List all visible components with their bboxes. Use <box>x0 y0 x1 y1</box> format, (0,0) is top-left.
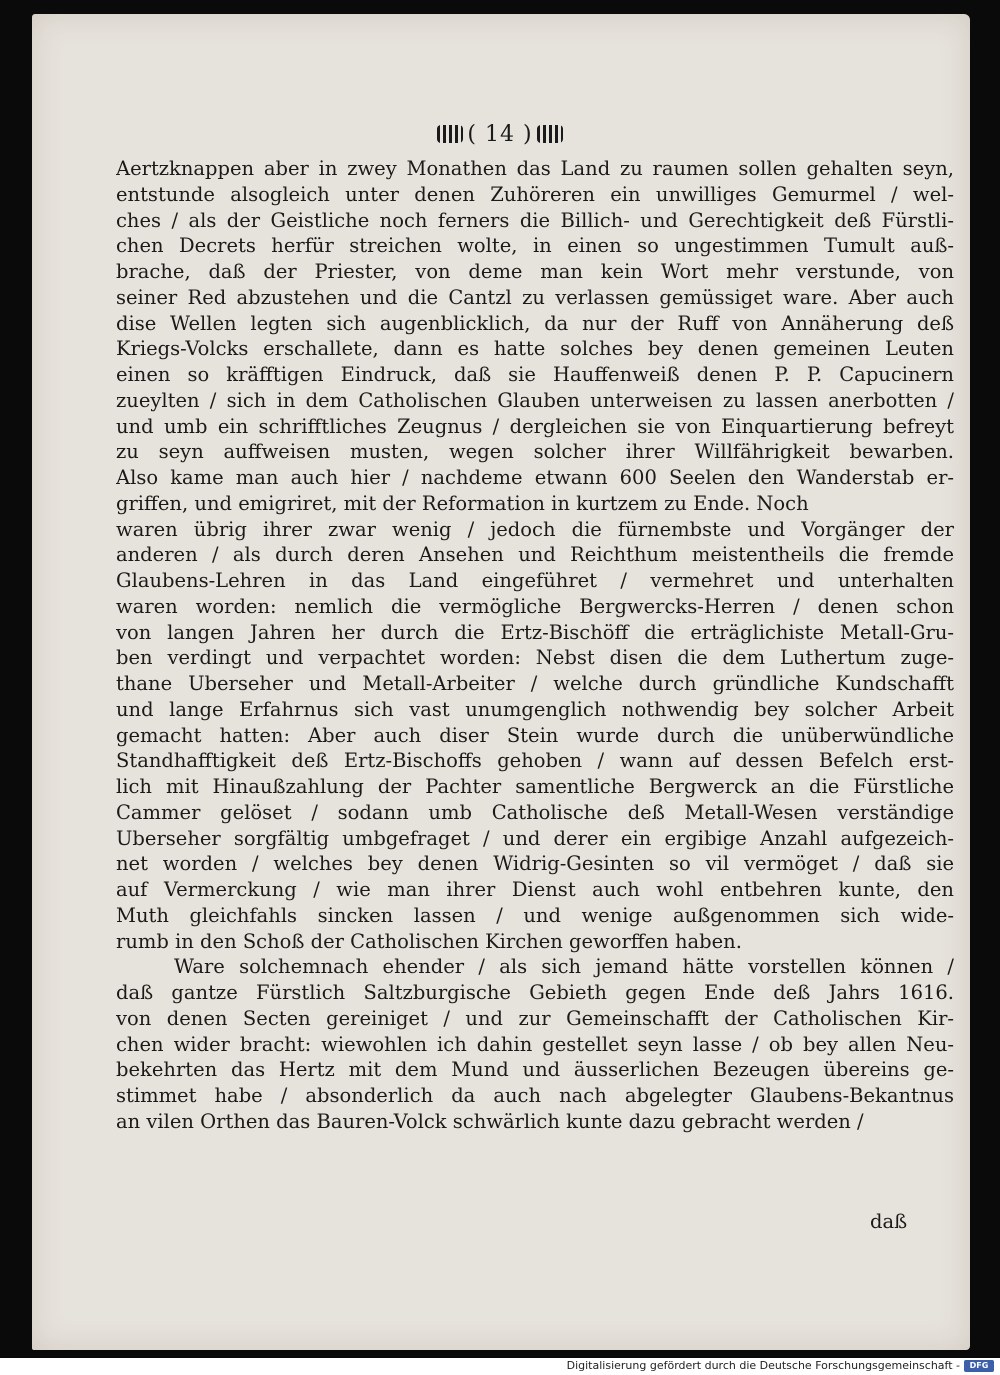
text-line: von langen Jahren her durch die Ertz-Bischöff die erträglichiste Metall-Gru- <box>116 620 954 644</box>
text-line: Standhafftigkeit deß Ertz-Bischoffs gehoben / wann auf dessen Befelch erst- <box>116 749 954 773</box>
text-line: griffen, und emigriret, mit der Reformation in kurtzem zu Ende. Noch <box>116 491 809 515</box>
text-line: anderen / als durch deren Ansehen und Reichthum meistentheils die fremde <box>116 543 954 567</box>
text-line: Uberseher sorgfältig umbgefraget / und derer ein ergibige Anzahl aufgezeich- <box>116 826 954 850</box>
text-line: Also kame man auch hier / nachdeme etwann 600 Seelen den Wanderstab er- <box>116 466 954 489</box>
page-header <box>420 120 580 148</box>
footer-credit: Digitalisierung gefördert durch die Deutsche Forschungsgemeinschaft - <box>566 1359 960 1372</box>
text-line: Glaubens-Lehren in das Land eingeführet / vermehret und unterhalten <box>116 569 954 592</box>
text-line: stimmet habe / absonderlich da auch nach abgelegter Glaubens-Bekantnus <box>116 1084 954 1107</box>
text-line: rumb in den Schoß der Catholischen Kirchen geworffen haben. <box>116 929 742 953</box>
text-line: waren worden: nemlich die vermögliche Bergwercks-Herren / denen schon <box>116 594 954 618</box>
text-line: daß gantze Fürstlich Saltzburgische Gebieth gegen Ende deß Jahrs 1616. <box>116 981 954 1004</box>
text-line: chen Decrets herfür streichen wolte, in einen so ungestimmen Tumult auß- <box>116 234 954 258</box>
text-line: dise Wellen legten sich augenblicklich, da nur der Ruff von Annäherung deß <box>116 311 954 335</box>
text-line: Muth gleichfahls sincken lassen / und wenige außgenommen sich wide- <box>116 903 954 927</box>
text-line: gemacht hatten: Aber auch diser Stein wurde durch die unüberwündliche <box>116 723 954 747</box>
text-line: zu seyn auffweisen musten, wegen solcher ihrer Willfährigkeit bewarben. <box>116 440 954 464</box>
text-line: und umb ein schrifftliches Zeugnus / dergleichen sie von Einquartierung befreyt <box>116 414 954 438</box>
text-line: Ware solchemnach ehender / als sich jemand hätte vorstellen können / <box>174 955 954 979</box>
catchword: daß <box>870 1210 908 1233</box>
text-line: Aertzknappen aber in zwey Monathen das Land zu raumen sollen gehalten seyn, <box>116 157 954 180</box>
text-line: an vilen Orthen das Bauren-Volck schwärlich kunte dazu gebracht werden / <box>116 1109 864 1133</box>
ornament-right-icon <box>537 125 563 143</box>
text-line: einen so kräfftigen Eindruck, daß sie Hauffenweiß denen P. P. Capucinern <box>116 363 954 386</box>
text-line: waren übrig ihrer zwar wenig / jedoch die fürnembste und Vorgänger der <box>116 517 954 541</box>
text-line: und lange Erfahrnus sich vast unumgenglich nothwendig bey solcher Arbeit <box>116 697 954 721</box>
footer-bar <box>0 1358 1000 1375</box>
text-line: chen wider bracht: wiewohlen ich dahin gestellet seyn lasse / ob bey allen Neu- <box>116 1032 954 1056</box>
text-line: bekehrten das Hertz mit dem Mund und äusserlichen Bezeugen übereins ge- <box>116 1058 954 1082</box>
dfg-logo: DFG <box>964 1360 994 1372</box>
text-line: auf Vermerckung / wie man ihrer Dienst auch wohl entbehren kunte, den <box>116 878 954 901</box>
text-line: seiner Red abzustehen und die Cantzl zu verlassen gemüssiget ware. Aber auch <box>116 285 954 309</box>
ornament-left-icon <box>437 125 463 143</box>
page-number: ( 14 ) <box>467 121 533 147</box>
text-line: net worden / welches bey denen Widrig-Gesinten so vil vermöget / daß sie <box>116 852 954 876</box>
text-line: Cammer gelöset / sodann umb Catholische deß Metall-Wesen verständige <box>116 800 954 824</box>
text-line: Kriegs-Volcks erschallete, dann es hatte solches bey denen gemeinen Leuten <box>116 337 954 361</box>
text-line: ben verdingt und verpachtet worden: Nebst disen die dem Luthertum zuge- <box>116 646 954 670</box>
text-line: von denen Secten gereiniget / und zur Gemeinschafft der Catholischen Kir- <box>116 1006 954 1030</box>
body-text <box>116 156 954 1135</box>
text-line: ches / als der Geistliche noch ferners die Billich- und Gerechtigkeit deß Fürstli- <box>116 208 954 232</box>
text-line: lich mit Hinaußzahlung der Pachter samentliche Bergwerck an die Fürstliche <box>116 775 954 798</box>
text-line: thane Uberseher und Metall-Arbeiter / welche durch gründliche Kundschafft <box>116 672 954 695</box>
text-line: zueylten / sich in dem Catholischen Glauben unterweisen zu lassen anerbotten / <box>116 388 954 412</box>
text-line: entstunde alsogleich unter denen Zuhöreren ein unwilliges Gemurmel / wel- <box>116 182 954 206</box>
text-line: brache, daß der Priester, von deme man kein Wort mehr verstunde, von <box>116 260 954 283</box>
